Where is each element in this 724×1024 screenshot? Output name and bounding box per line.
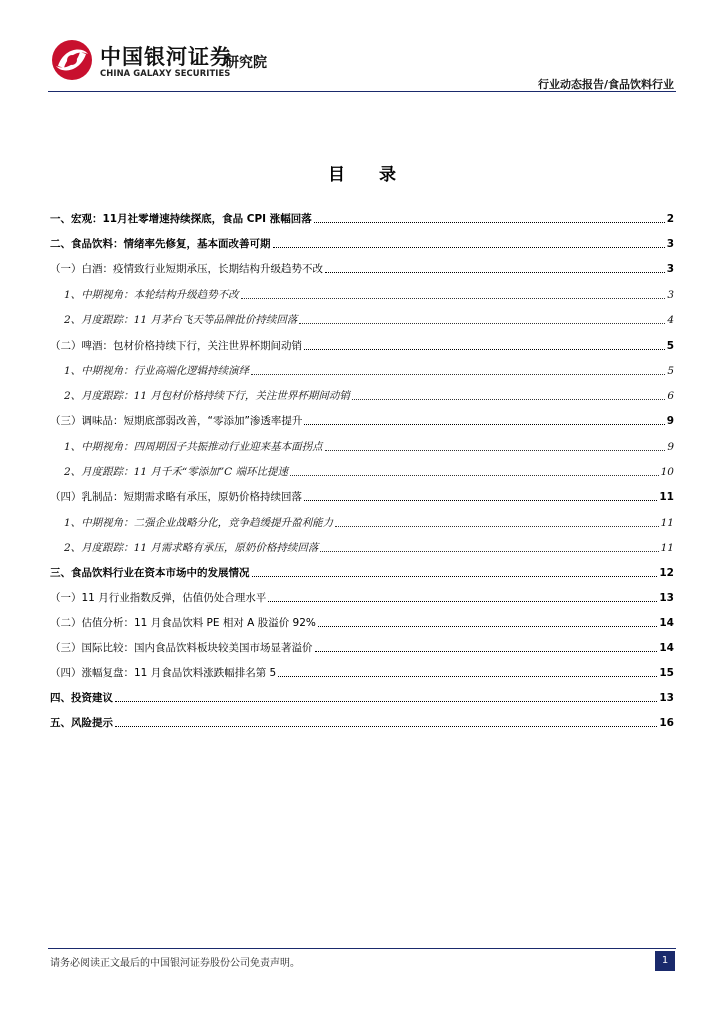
toc-entry-text: 五、风险提示	[50, 717, 113, 729]
toc-leader-dots	[320, 551, 658, 552]
toc-entry-text: 2、月度跟踪：11 月需求略有承压，原奶价格持续回落	[64, 542, 319, 554]
toc-leader-dots	[304, 500, 657, 501]
toc-entry-page: 2	[666, 213, 674, 225]
toc-entry[interactable]	[50, 438, 674, 454]
toc-entry-text: （三）调味品：短期底部弱改善，“零添加”渗透率提升	[50, 415, 303, 427]
report-header	[50, 38, 676, 94]
toc-entry-text: 三、食品饮料行业在资本市场中的发展情况	[50, 567, 250, 579]
toc-entry[interactable]	[50, 412, 674, 428]
toc-entry-page: 14	[659, 617, 674, 629]
toc-entry-text: 1、中期视角：四周期因子共振推动行业迎来基本面拐点	[64, 441, 323, 453]
toc-entry[interactable]	[50, 337, 674, 353]
toc-leader-dots	[290, 475, 659, 476]
toc-leader-dots	[278, 676, 657, 677]
toc-leader-dots	[304, 349, 665, 350]
toc-entry-page: 14	[659, 642, 674, 654]
toc-entry-text: 1、中期视角：二强企业战略分化，竞争趋缓提升盈利能力	[64, 517, 334, 529]
toc-entry-page: 6	[667, 390, 674, 402]
toc-entry-text: 二、食品饮料：情绪率先修复，基本面改善可期	[50, 238, 271, 250]
toc-leader-dots	[325, 450, 666, 451]
toc-entry-page: 4	[667, 314, 674, 326]
toc-entry-page: 3	[666, 263, 674, 275]
toc-entry[interactable]	[50, 387, 674, 403]
disclaimer-notice: 请务必阅读正文最后的中国银河证券股份公司免责声明。	[50, 958, 300, 969]
toc-entry[interactable]	[50, 664, 674, 680]
toc-leader-dots	[335, 526, 658, 527]
toc-entry-text: 四、投资建议	[50, 692, 113, 704]
toc-entry-page: 9	[666, 415, 674, 427]
toc-entry[interactable]	[50, 286, 674, 302]
toc-entry[interactable]	[50, 614, 674, 630]
toc-entry-page: 5	[667, 365, 674, 377]
toc-entry[interactable]	[50, 463, 674, 479]
toc-leader-dots	[325, 272, 665, 273]
toc-entry-text: （二）估值分析：11 月食品饮料 PE 相对 A 股溢价 92%	[50, 617, 316, 629]
toc-leader-dots	[318, 626, 658, 627]
report-type-label: 行业动态报告/食品饮料行业	[537, 78, 674, 91]
toc-entry-page: 5	[666, 340, 674, 352]
toc-entry-text: 2、月度跟踪：11 月包材价格持续下行，关注世界杯期间动销	[64, 390, 350, 402]
toc-entry-text: 2、月度跟踪：11 月千禾“零添加”C 端环比提速	[64, 466, 288, 478]
toc-entry-page: 15	[659, 667, 674, 679]
toc-entry-text: （四）涨幅复盘：11 月食品饮料涨跌幅排名第 5	[50, 667, 277, 679]
toc-entry[interactable]	[50, 210, 674, 226]
institute-label: 研究院	[225, 55, 267, 71]
toc-entry-page: 3	[667, 289, 674, 301]
toc-leader-dots	[252, 576, 658, 577]
toc-entry[interactable]	[50, 488, 674, 504]
header-divider	[48, 91, 676, 92]
toc-entry-text: 1、中期视角：行业高端化逻辑持续演绎	[64, 365, 250, 377]
toc-leader-dots	[251, 374, 665, 375]
toc-entry-page: 3	[666, 238, 674, 250]
footer-divider	[48, 948, 676, 949]
toc-entry-text: 2、月度跟踪：11 月茅台飞天等品牌批价持续回落	[64, 314, 298, 326]
toc-leader-dots	[315, 651, 658, 652]
toc-entry[interactable]	[50, 714, 674, 730]
toc-entry-page: 11	[659, 491, 674, 503]
toc-entry[interactable]	[50, 589, 674, 605]
toc-entry-page: 10	[660, 466, 674, 478]
toc-entry-text: （二）啤酒：包材价格持续下行，关注世界杯期间动销	[50, 340, 302, 352]
toc-entry-text: （一）11 月行业指数反弹，估值仍处合理水平	[50, 592, 267, 604]
toc-entry[interactable]	[50, 564, 674, 580]
toc-entry[interactable]	[50, 689, 674, 705]
toc-entry[interactable]	[50, 639, 674, 655]
toc-entry-page: 13	[659, 692, 674, 704]
page-number-badge: 1	[655, 951, 675, 971]
toc-entry-page: 11	[660, 542, 674, 554]
toc-leader-dots	[115, 701, 657, 702]
toc-entry[interactable]	[50, 362, 674, 378]
toc-entry-text: （一）白酒：疫情致行业短期承压，长期结构升级趋势不改	[50, 263, 323, 275]
toc-entry[interactable]	[50, 235, 674, 251]
toc-leader-dots	[273, 247, 665, 248]
logo-english-name: CHINA GALAXY SECURITIES	[100, 68, 231, 78]
toc-entry-text: 一、宏观：11月社零增速持续探底，食品 CPI 涨幅回落	[50, 213, 312, 225]
toc-entry[interactable]	[50, 260, 674, 276]
toc-entry-text: （四）乳制品：短期需求略有承压，原奶价格持续回落	[50, 491, 302, 503]
toc-leader-dots	[304, 424, 664, 425]
toc-entry-page: 16	[659, 717, 674, 729]
logo-chinese-name: 中国银河证券	[100, 45, 232, 69]
toc-entry-text: （三）国际比较：国内食品饮料板块较美国市场显著溢价	[50, 642, 313, 654]
toc-entry[interactable]	[50, 311, 674, 327]
toc-leader-dots	[268, 601, 657, 602]
toc-leader-dots	[115, 726, 657, 727]
toc-leader-dots	[314, 222, 665, 223]
toc-entry-page: 9	[667, 441, 674, 453]
toc-leader-dots	[299, 323, 665, 324]
toc-entry[interactable]	[50, 539, 674, 555]
toc-entry[interactable]	[50, 514, 674, 530]
toc-entry-page: 12	[659, 567, 674, 579]
toc-title: 目 录	[328, 165, 410, 185]
toc-entry-page: 11	[660, 517, 674, 529]
toc-entry-page: 13	[659, 592, 674, 604]
galaxy-logo-icon	[50, 38, 94, 82]
toc-leader-dots	[241, 298, 666, 299]
toc-entry-text: 1、中期视角：本轮结构升级趋势不改	[64, 289, 239, 301]
toc-leader-dots	[352, 399, 665, 400]
